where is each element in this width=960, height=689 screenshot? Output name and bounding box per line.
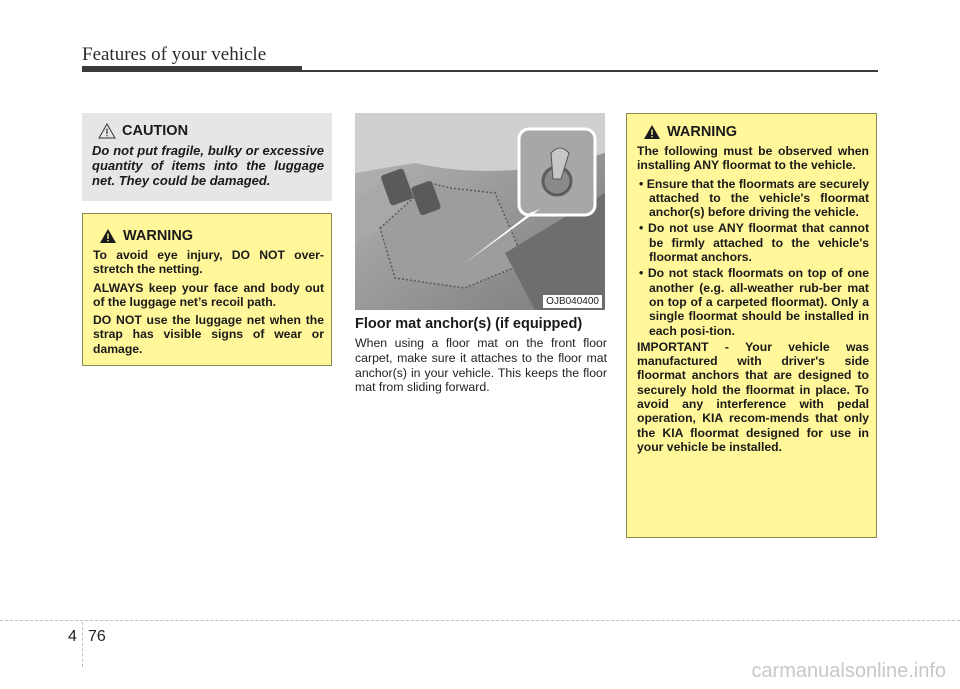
warning-heading (637, 124, 869, 140)
warning-paragraph: To avoid eye injury, DO NOT over-stretch the netting. (93, 248, 324, 277)
page-number: 76 (88, 628, 106, 645)
chapter-number: 4 (68, 628, 77, 645)
floor-mat-anchor-illustration (355, 113, 605, 310)
caution-box (82, 113, 332, 201)
list-item: • Do not use ANY floormat that cannot be firmly attached to the vehicle's floormat anchors. (637, 221, 869, 264)
watermark: carmanualsonline.info (751, 660, 946, 682)
page-header-title: Features of your vehicle (82, 44, 267, 65)
list-item: • Do not stack floormats on top of one another (e.g. all-weather rub-ber mat on top of a carpeted floormat). Only a single floormat should be installed in each posi-tion. (637, 266, 869, 337)
warning-triangle-icon (643, 124, 661, 140)
warning-box-floormat (626, 113, 877, 538)
warning-paragraph: DO NOT use the luggage net when the strap has visible signs of wear or damage. (93, 313, 324, 356)
warning-heading (93, 228, 324, 244)
caution-text: Do not put fragile, bulky or excessive quantity of items into the luggage net. They could be damaged. (92, 143, 324, 188)
warning-triangle-icon (99, 228, 117, 244)
list-item: • Ensure that the floormats are securely attached to the vehicle's floormat anchor(s) before driving the vehicle. (637, 177, 869, 220)
warning-title: WARNING (667, 124, 738, 140)
section-body: When using a floor mat on the front floor carpet, make sure it attaches to the floor mat anchor(s) in your vehicle. This keeps the floor mat from sliding forward. (355, 336, 607, 395)
footer-rule (0, 620, 960, 621)
section-title: Floor mat anchor(s) (if equipped) (355, 316, 583, 332)
caution-triangle-icon (98, 123, 116, 139)
header-rule (300, 70, 878, 72)
warning-box-luggage-net (82, 213, 332, 366)
warning-title: WARNING (123, 228, 194, 244)
warning-intro: The following must be observed when installing ANY floormat to the vehicle. (637, 144, 869, 173)
warning-important: IMPORTANT - Your vehicle was manufactured with driver's side floormat anchors that are designed to securely hold the floormat in place. To avoid any interference with pedal operation, KIA recom-mends that only the KIA floormat designed for use in your vehicle be installed. (637, 339, 869, 454)
warning-paragraph: ALWAYS keep your face and body out of the luggage net’s recoil path. (93, 280, 324, 309)
header-bar (82, 66, 302, 72)
footer-divider (82, 622, 83, 667)
warning-list (637, 177, 869, 338)
figure-code: OJB040400 (543, 295, 602, 308)
caution-heading (92, 123, 324, 139)
caution-title: CAUTION (122, 123, 189, 139)
